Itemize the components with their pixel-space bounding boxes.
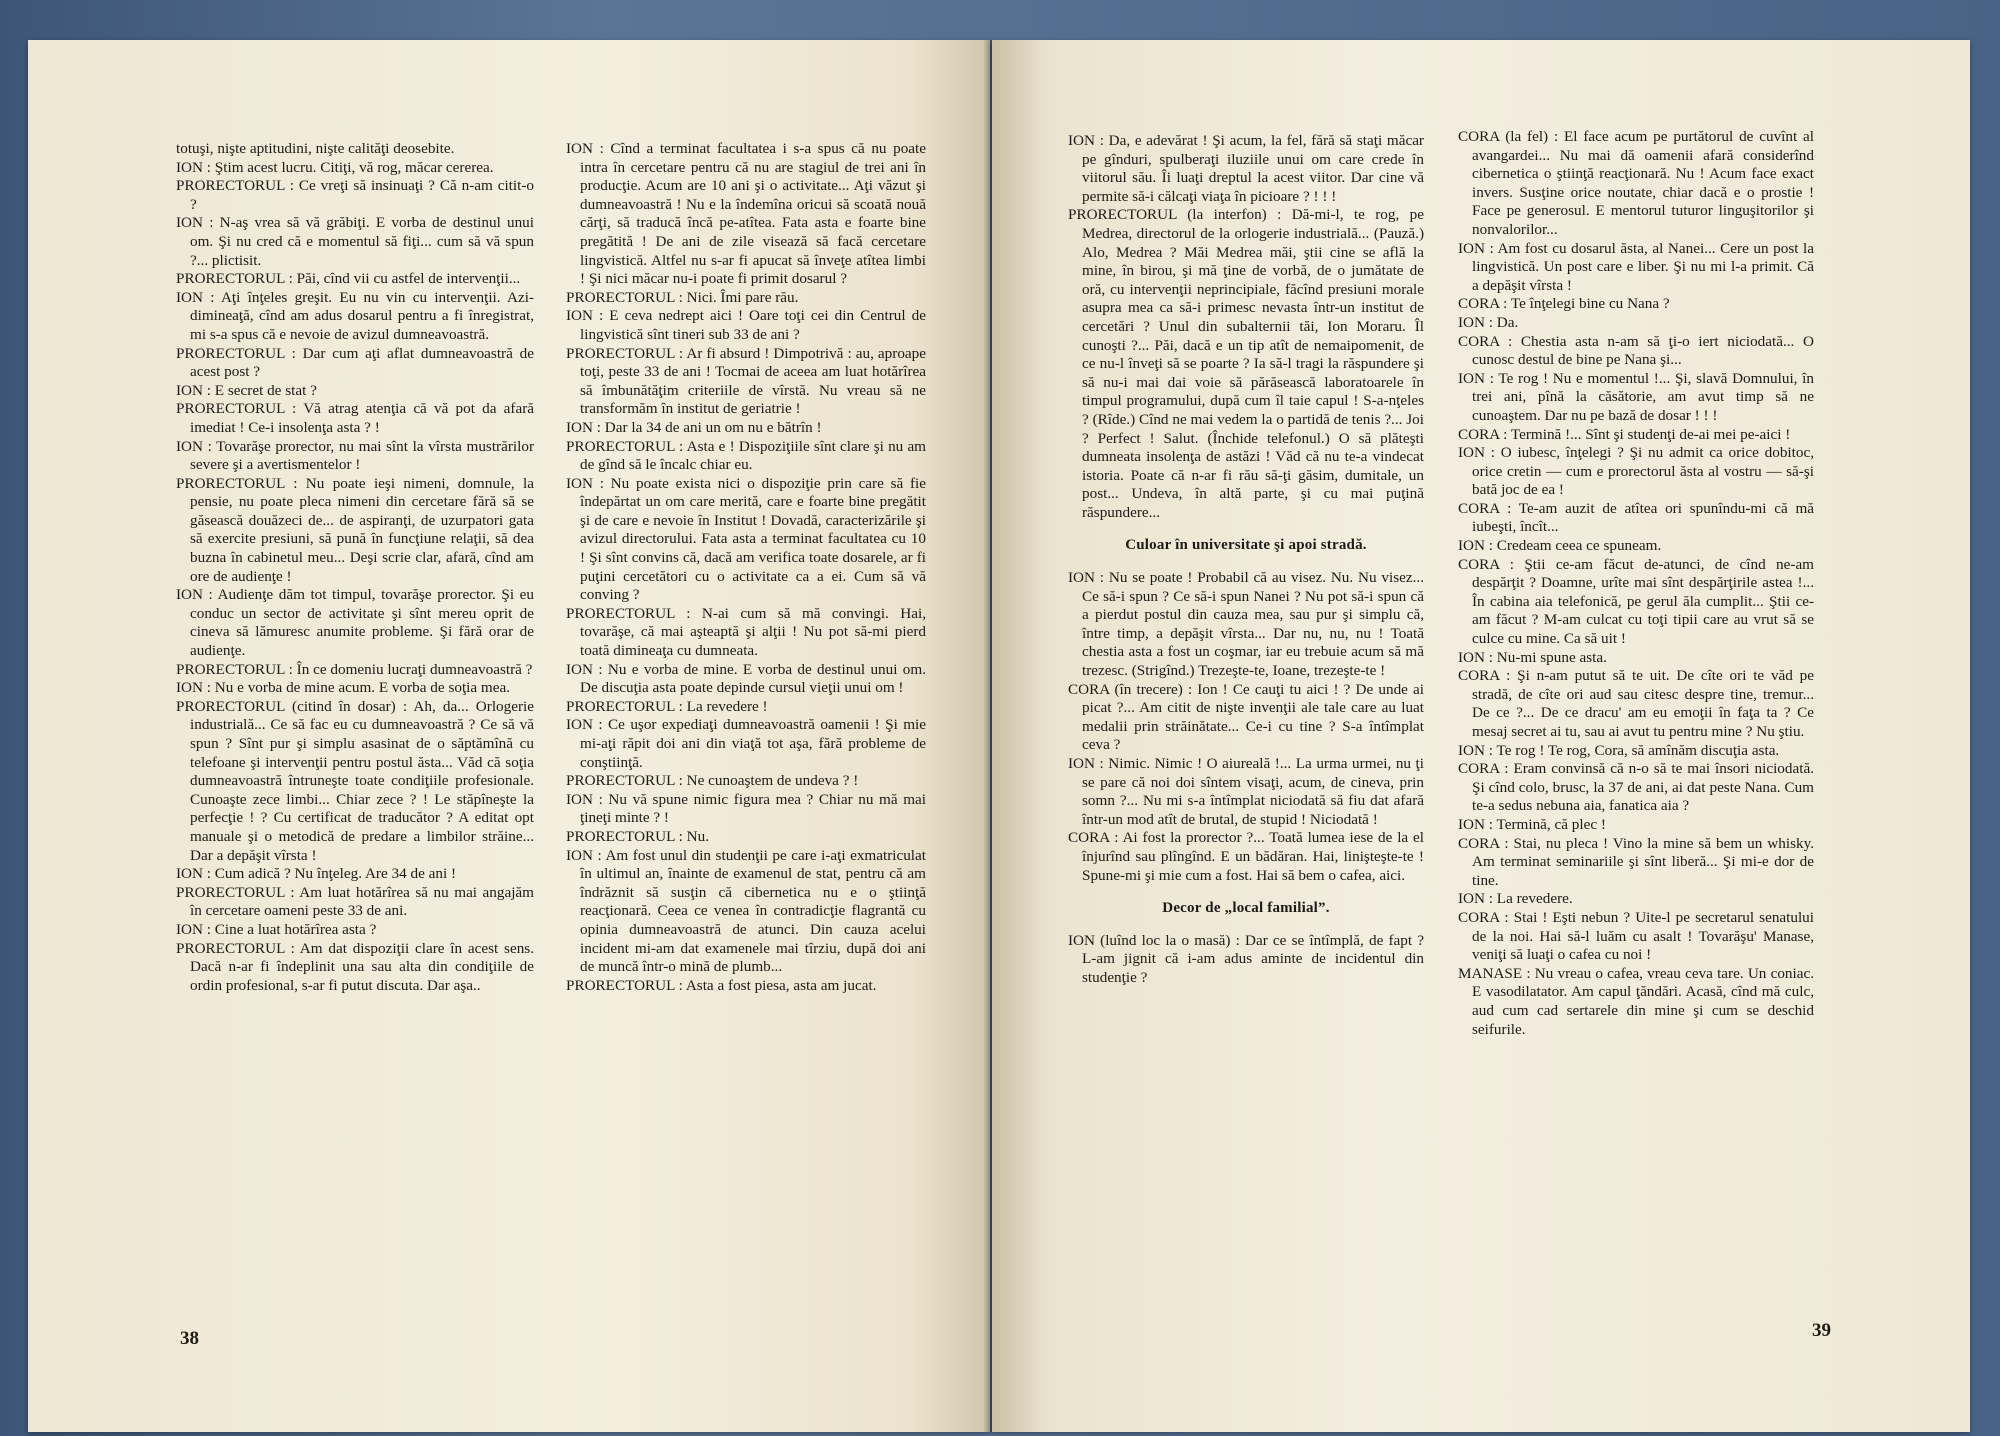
dialogue-paragraph: PRORECTORUL : Am dat dispoziţii clare în acest sens. Dacă n-ar fi îndeplinit una sau alta din condiţiile de ordin profesional, s-ar fi putut discuta. Dar aşa.. [176, 939, 534, 994]
dialogue-paragraph: CORA : Stai, nu pleca ! Vino la mine să bem un whisky. Am terminat seminariile şi sînt liberă... Şi mi-e dor de tine. [1458, 834, 1814, 889]
dialogue-paragraph: ION : Credeam ceea ce spuneam. [1458, 537, 1662, 555]
dialogue-paragraph: ION : N-aş vrea să vă grăbiţi. E vorba de destinul unui om. Şi nu cred că e momentul să fiţi... cum să vă spun ?... plictisit. [176, 214, 534, 269]
dialogue-paragraph: ION : Termină, că plec ! [1458, 815, 1606, 833]
dialogue-paragraph: PRORECTORUL : Ce vreţi să insinuaţi ? Că n-am citit-o ? [176, 177, 534, 213]
page-number-right: 39 [1812, 1320, 1831, 1341]
page-number-left: 38 [180, 1328, 199, 1349]
dialogue-paragraph: ION : Nu vă spune nimic figura mea ? Chiar nu mă mai ţineţi minte ? ! [566, 790, 926, 827]
dialogue-paragraph: CORA : Te înţelegi bine cu Nana ? [1458, 295, 1670, 313]
dialogue-paragraph: CORA (la fel) : El face acum pe purtătorul de cuvînt al avangardei... Nu mai dă oamenii afară considerînd cibernetica o ştiinţă reacţionară. Nu ! Acum face exact invers. Susţine orice noutate, chiar dacă e o prostie ! Face pe generosul. E mentorul tuturor linguşitorilor şi nonvalorilor... [1458, 128, 1814, 238]
dialogue-paragraph: ION : Am fost unul din studenţii pe care i-aţi exmatriculat în ultimul an, înainte de examenul de stat, pentru că am îndrăznit să susţin că cibernetica nu e o ştiinţă reacţionară. Ceea ce venea în contradicţie flagrantă cu opinia dumneavoastră de atunci. Din cauza acelui incident mi-am dat examenele mai tîrziu, după doi ani de muncă într-o mină de plumb... [566, 846, 926, 976]
left-page-column-2 [566, 140, 926, 995]
dialogue-paragraph: ION : Da, e adevărat ! Şi acum, la fel, fără să staţi măcar pe gînduri, spulberaţi iluziile unui om care crede în viitorul său. Îi luaţi dreptul la acest viitor. Dar cine vă permite să-i călcaţi viaţa în picioare ? ! ! ! [1068, 132, 1424, 205]
dialogue-paragraph: ION : E secret de stat ? [176, 381, 317, 399]
dialogue-paragraph: PRORECTORUL : Ne cunoaştem de undeva ? ! [566, 772, 859, 790]
dialogue-paragraph: ION (luînd loc la o masă) : Dar ce se întîmplă, de fapt ? L-am jignit că i-am adus aminte de incidentul din studenţie ? [1068, 931, 1424, 986]
dialogue-paragraph: PRORECTORUL : N-ai cum să mă convingi. Hai, tovarăşe, că mai aşteaptă şi alţii ! Nu pot să-mi pierd toată dimineaţa cu dumneata. [566, 604, 926, 660]
dialogue-paragraph: totuşi, nişte aptitudini, nişte calităţi deosebite. [176, 140, 455, 157]
dialogue-paragraph: PRORECTORUL : Ar fi absurd ! Dimpotrivă : au, aproape toţi, peste 33 de ani ! Tocmai de aceea am luat hotărîrea să îmbunătăţim criteriile de vîrstă. Nu vreau să ne transformăm în institut de geriatrie ! [566, 344, 926, 418]
dialogue-paragraph: PRORECTORUL : Nu. [566, 827, 710, 845]
dialogue-paragraph: CORA : Termină !... Sînt şi studenţi de-ai mei pe-aici ! [1458, 425, 1791, 443]
dialogue-paragraph: ION : Ştim acest lucru. Citiţi, vă rog, măcar cererea. [176, 158, 494, 176]
dialogue-paragraph: PRORECTORUL (citind în dosar) : Ah, da... Orlogerie industrială... Ce să fac eu cu dumneavoastră ? Ce să vă spun ? Sînt pur şi simplu asasinat de o săptămînă cu telefoane şi intervenţii pentru postul ăsta... Văd că soţia dumneavoastră întruneşte toate condiţiile profesionale. Cunoaşte zece limbi... Chiar zece ? ! Le stăpîneşte la perfecţie ! ? Cu certificat de traducător ? A editat opt manuale şi o metodică de predare a limbilor străine... Dar a depăşit vîrsta ! [176, 697, 534, 864]
dialogue-paragraph: PRORECTORUL : Asta a fost piesa, asta am jucat. [566, 976, 877, 994]
right-page-column-2 [1458, 128, 1814, 1039]
dialogue-paragraph: ION : Da. [1458, 313, 1519, 331]
dialogue-paragraph: ION : Cum adică ? Nu înţeleg. Are 34 de ani ! [176, 865, 457, 883]
dialogue-paragraph: PRORECTORUL (la interfon) : Dă-mi-l, te rog, pe Medrea, directorul de la orlogerie industrială... (Pauză.) Alo, Medrea ? Măi Medrea măi, ştii cine se află la mine, în birou, şi mă ţine de vorbă, de o jumătate de oră, cu intervenţii neprincipiale, făcînd presiuni morale asupra mea ca să-i primesc nevasta într-un institut de cercetări ? Unul din subalternii tăi, Ion Moraru. Îl cunoşti ?... Păi, dacă e un tip atît de nemaipomenit, de ce nu-l înveţi să se poarte ? Ia să-l tragi la răspundere şi să nu-i mai dai voie să părăsească laboratoarele în timpul programului, după cum îl taie capul ! S-a-nţeles ? (Rîde.) Cînd ne mai vedem la o partidă de tenis ?... Joi ? Perfect ! Salut. (Închide telefonul.) O să plăteşti dumneata insolenţa de astăzi ! Văd că nu te-a vindecat istoria. Poate că n-ar fi rău să-ţi găsim, dumitale, un post... Undeva, în altă parte, şi cu mai puţină răspundere... [1068, 206, 1424, 521]
scene-heading: Decor de „local familial”. [1162, 900, 1330, 917]
dialogue-paragraph: ION : Tovarăşe prorector, nu mai sînt la vîrsta mustrărilor severe şi a avertismentelor ! [176, 437, 534, 474]
right-page-column-1 [1068, 132, 1424, 988]
dialogue-paragraph: ION : E ceva nedrept aici ! Oare toţi cei din Centrul de lingvistică sînt tineri sub 33 de ani ? [566, 307, 926, 343]
dialogue-paragraph: PRORECTORUL : Am luat hotărîrea să nu mai angajăm în cercetare oameni peste 33 de ani. [176, 883, 534, 920]
dialogue-paragraph: PRORECTORUL : Nici. Îmi pare rău. [566, 288, 799, 306]
dialogue-paragraph: CORA : Eram convinsă că n-o să te mai însori niciodată. Şi cînd colo, brusc, la 37 de ani, ai dat peste Nana. Cum te-a sedus nebuna aia, fanatica aia ? [1458, 760, 1814, 815]
dialogue-paragraph: CORA (în trecere) : Ion ! Ce cauţi tu aici ! ? De unde ai picat ?... Am citit de nişte invenţii ale tale care au luat medalii prin străinătate... Ce-i cu tine ? S-a întîmplat ceva ? [1068, 680, 1424, 754]
dialogue-paragraph: PRORECTORUL : În ce domeniu lucraţi dumneavoastră ? [176, 660, 533, 678]
dialogue-paragraph: PRORECTORUL : Dar cum aţi aflat dumneavoastră de acest post ? [176, 344, 534, 381]
dialogue-paragraph: PRORECTORUL : Vă atrag atenţia că vă pot da afară imediat ! Ce-i insolenţa asta ? ! [176, 400, 534, 436]
dialogue-paragraph: CORA : Ştii ce-am făcut de-atunci, de cînd ne-am despărţit ? Doamne, urîte mai sînt despărţirile astea !... În cabina aia telefonică, pe gerul ăla cumplit... Ştii ce-am făcut ? M-am culcat cu toţi tipii care au vrut să se culce cu mine. Ca să uit ! [1458, 555, 1814, 648]
right-page [992, 40, 1970, 1432]
dialogue-paragraph: ION : Te rog ! Nu e momentul !... Şi, slavă Domnului, în trei ani, pînă la căsătorie, am avut timp să ne cunoaştem. Dar nu pe bază de dosar ! ! ! [1458, 369, 1814, 424]
scene-heading: Culoar în universitate şi apoi stradă. [1125, 537, 1367, 554]
dialogue-paragraph: CORA : Te-am auzit de atîtea ori spunîndu-mi că mă iubeşti, încît... [1458, 499, 1814, 536]
dialogue-paragraph: CORA : Şi n-am putut să te uit. De cîte ori te văd pe stradă, de cîte ori aud sau citesc despre tine, tremur... De ce ?... De ce dracu' am eu emoţii în faţa ta ? Ce mesaj secret ai tu, sau ai avut tu pentru mine ? Nu ştiu. [1458, 667, 1814, 740]
dialogue-paragraph: ION : Aţi înţeles greşit. Eu nu vin cu intervenţii. Azi-dimineaţă, cînd am adus dosarul pentru a fi înregistrat, mi s-a spus că e nevoie de avizul dumneavoastră. [176, 288, 534, 343]
dialogue-paragraph: ION : Cine a luat hotărîrea asta ? [176, 920, 377, 938]
dialogue-paragraph: MANASE : Nu vreau o cafea, vreau ceva tare. Un coniac. E vasodilatator. Am capul ţăndări. Acasă, cînd mă culc, aud cum cad sertarele din mine şi cum se deschid seifurile. [1458, 964, 1814, 1038]
dialogue-paragraph: ION : Am fost cu dosarul ăsta, al Nanei... Cere un post la lingvistică. Un post care e liber. Şi nu mi l-a primit. Că a depăşit vîrsta ! [1458, 239, 1814, 294]
dialogue-paragraph: ION : Dar la 34 de ani un om nu e bătrîn ! [566, 418, 822, 436]
dialogue-paragraph: ION : Audienţe dăm tot timpul, tovarăşe prorector. Şi eu conduc un sector de activitate şi sînt mereu oprit de cineva să lămuresc anumite probleme. Şi fără orar de audienţe. [176, 586, 534, 660]
dialogue-paragraph: ION : La revedere. [1458, 890, 1573, 908]
dialogue-paragraph: ION : Nu se poate ! Probabil că au visez. Nu. Nu visez... Ce să-i spun ? Ce să-i spun Nanei ? Nu pot să-i spun că a pierdut postul din cauza mea, sau pur şi simplu că, între timp, a depăşit vîrsta... Dar nu, nu, nu ! Toată chestia asta a fost un coşmar, iar eu trebuie acum să mă trezesc. (Strigînd.) Trezeşte-te, Ioane, trezeşte-te ! [1068, 569, 1424, 680]
dialogue-paragraph: ION : Ce uşor expediaţi dumneavoastră oamenii ! Şi mie mi-aţi răpit doi ani din viaţă tot aşa, fără probleme de conştiinţă. [566, 716, 926, 771]
dialogue-paragraph: ION : Nu-mi spune asta. [1458, 648, 1607, 666]
dialogue-paragraph: PRORECTORUL : Nu poate ieşi nimeni, domnule, la pensie, nu poate pleca nimeni din cercetare fără să se găsească douăzeci de... de aspiranţi, de uzurpatori gata să exercite presiuni, să pună în funcţiune relaţii, să dea buzna în cabinetul meu... Deşi scrie clar, afară, cînd am ore de audienţe ! [176, 474, 534, 585]
dialogue-paragraph: PRORECTORUL : Asta e ! Dispoziţiile sînt clare şi nu am de gînd să le încalc chiar eu. [566, 437, 926, 474]
dialogue-paragraph: PRORECTORUL : La revedere ! [566, 697, 768, 715]
left-page-column-1 [176, 140, 534, 995]
dialogue-paragraph: PRORECTORUL : Păi, cînd vii cu astfel de intervenţii... [176, 270, 521, 288]
dialogue-paragraph: CORA : Chestia asta n-am să ţi-o iert niciodată... O cunosc destul de bine pe Nana şi... [1458, 332, 1814, 369]
dialogue-paragraph: ION : Nu poate exista nici o dispoziţie prin care să fie îndepărtat un om care merită, care e foarte bine pregătit şi de care e nevoie în Institut ! Dovadă, caracterizările şi avizul directorului. Fata asta a terminat facultatea cu 10 ! Şi sînt convins că, dacă am verifica toate dosarele, ar fi puţini cercetători cu o activitate ca a ei. Cum să vă conving ? [566, 474, 926, 604]
dialogue-paragraph: ION : Cînd a terminat facultatea i s-a spus că nu poate intra în cercetare pentru că nu are stagiul de trei ani în producţie. Acum are 10 ani şi o activitate... Aţi văzut şi dumneavoastră ! Nu e la îndemîna oricui să scoată nouă cărţi, să traducă încă pe-atîtea. Fata asta e foarte bine pregătită ! De ani de zile visează să facă cercetare lingvistică. Altfel nu s-ar fi apucat să înveţe atîtea limbi ! Şi nici măcar nu-i poate fi primit dosarul ? [566, 140, 926, 288]
dialogue-paragraph: ION : Nu e vorba de mine acum. E vorba de soţia mea. [176, 679, 511, 697]
dialogue-paragraph: ION : O iubesc, înţelegi ? Şi nu admit ca orice dobitoc, orice cretin — cum e prorectorul ăsta al vostru — să-şi bată joc de ea ! [1458, 444, 1814, 499]
dialogue-paragraph: ION : Nimic. Nimic ! O aiureală !... La urma urmei, nu ţi se pare că noi doi sîntem visaţi, acum, de cineva, prin somn ?... Nu mi s-a întîmplat niciodată să fiu dat afară într-un mod atît de brutal, de stupid ! Niciodată ! [1068, 755, 1424, 828]
dialogue-paragraph: ION : Te rog ! Te rog, Cora, să amînăm discuţia asta. [1458, 741, 1780, 759]
left-page [28, 40, 990, 1432]
dialogue-paragraph: CORA : Stai ! Eşti nebun ? Uite-l pe secretarul senatului de la noi. Hai să-l luăm cu asalt ! Tovarăşu' Manase, veniţi să luaţi o cafea cu noi ! [1458, 908, 1814, 964]
dialogue-paragraph: CORA : Ai fost la prorector ?... Toată lumea iese de la el înjurînd sau plîngînd. E un bădăran. Hai, linişteşte-te ! Spune-mi şi mie cum a fost. Hai să bem o cafea, aici. [1068, 829, 1424, 884]
dialogue-paragraph: ION : Nu e vorba de mine. E vorba de destinul unui om. De discuţia asta poate depinde cursul vieţii unui om ! [566, 660, 926, 697]
